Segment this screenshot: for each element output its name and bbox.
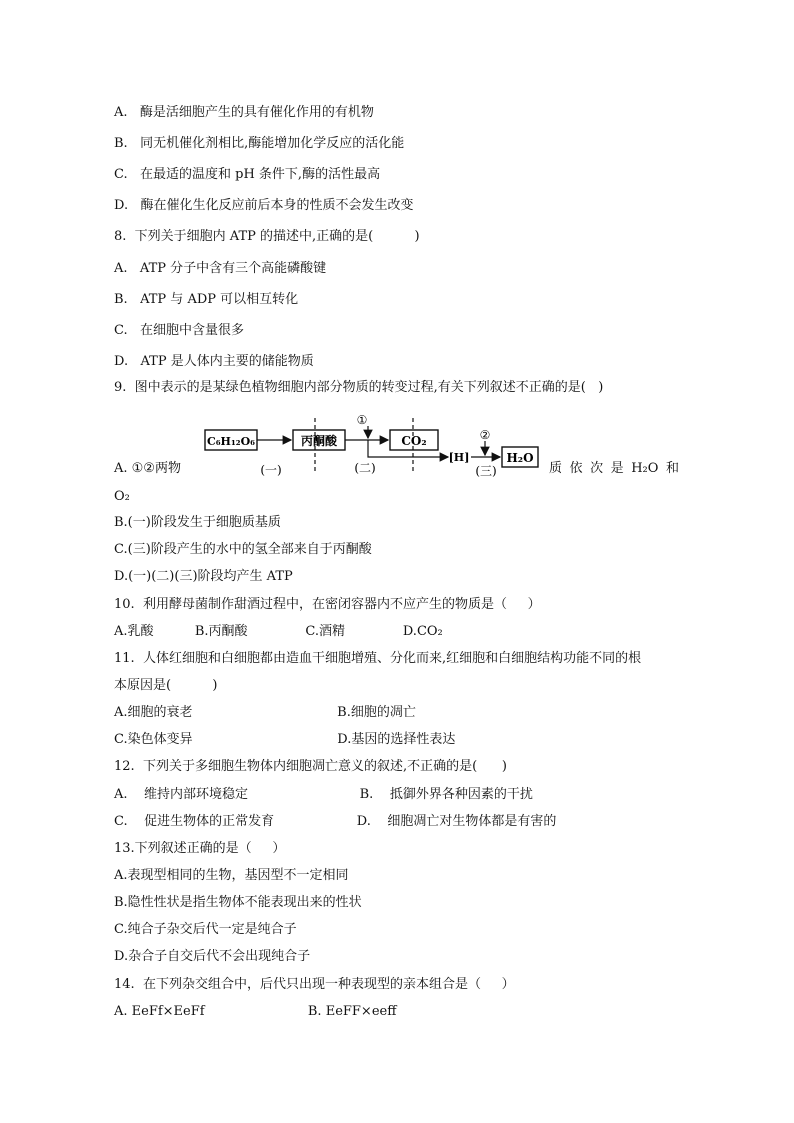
q9-stem: 9. 图中表示的是某绿色植物细胞内部分物质的转变过程,有关下列叙述不正确的是( ): [114, 380, 604, 395]
q14-options-ab: A. EeFf×EeFf B. EeFF×eeff: [114, 1004, 397, 1019]
q9-option-a-tail: [549, 460, 679, 478]
q13-option-a: A.表现型相同的生物，基因型不一定相同: [114, 868, 349, 883]
metabolism-diagram: [195, 412, 545, 484]
stage3-label: (三): [475, 464, 497, 478]
tail-char: 次: [590, 461, 604, 476]
stage1-label: (一): [260, 463, 282, 477]
tail-char: 依: [569, 461, 583, 476]
q10-stem: 10. 利用酵母菌制作甜酒过程中，在密闭容器内不应产生的物质是（ ）: [114, 597, 541, 612]
co2-label: CO₂: [401, 434, 427, 448]
q9-option-a-cont: O₂: [114, 489, 130, 504]
q9-option-d: D.(一)(二)(三)阶段均产生 ATP: [114, 569, 293, 584]
tail-char: 和: [665, 461, 679, 476]
q11-options-cd: C.染色体变异 D.基因的选择性表达: [114, 732, 456, 747]
q11-stem: 11. 人体红细胞和白细胞都由造血干细胞增殖、分化而来,红细胞和白细胞结构功能不同的根: [114, 651, 642, 666]
tail-char: 是: [610, 461, 624, 476]
q7-option-d: D. 酶在催化生化反应前后本身的性质不会发生改变: [114, 198, 414, 213]
mark1-label: ①: [356, 413, 368, 427]
q9-option-c: C.(三)阶段产生的水中的氢全部来自于丙酮酸: [114, 542, 372, 557]
q7-option-a: A. 酶是活细胞产生的具有催化作用的有机物: [114, 105, 374, 120]
water-label: H₂O: [506, 451, 534, 465]
q8-option-a: A. ATP 分子中含有三个高能磷酸键: [114, 261, 327, 276]
q8-option-c: C. 在细胞中含量很多: [114, 323, 245, 338]
q8-option-d: D. ATP 是人体内主要的储能物质: [114, 354, 314, 369]
q11-stem-cont: 本原因是( ): [114, 678, 218, 693]
q10-options: A.乳酸 B.丙酮酸 C.酒精 D.CO₂: [114, 624, 443, 639]
q13-option-b: B.隐性性状是指生物体不能表现出来的性状: [114, 895, 362, 910]
h-label: [H]: [448, 451, 470, 464]
q13-option-c: C.纯合子杂交后代一定是纯合子: [114, 922, 297, 937]
q7-option-b: B. 同无机催化剂相比,酶能增加化学反应的活化能: [114, 136, 405, 151]
mark2-label: ②: [479, 428, 491, 442]
q9-option-b: B.(一)阶段发生于细胞质基质: [114, 515, 281, 530]
q8-stem: 8. 下列关于细胞内 ATP 的描述中,正确的是( ): [114, 229, 420, 244]
stage2-label: (二): [354, 461, 376, 475]
q12-stem: 12. 下列关于多细胞生物体内细胞凋亡意义的叙述,不正确的是( ): [114, 759, 508, 774]
q12-options-cd: C. 促进生物体的正常发育 D. 细胞凋亡对生物体都是有害的: [114, 814, 557, 829]
pyruvate-label: 丙酮酸: [300, 434, 338, 448]
q7-option-c: C. 在最适的温度和 pH 条件下,酶的活性最高: [114, 167, 381, 182]
q8-option-b: B. ATP 与 ADP 可以相互转化: [114, 292, 299, 307]
tail-char: H₂O: [631, 461, 659, 476]
glucose-label: C₆H₁₂O₆: [206, 435, 256, 448]
q14-stem: 14. 在下列杂交组合中，后代只出现一种表现型的亲本组合是（ ）: [114, 977, 515, 992]
q9-option-a: A. ①②两物: [114, 461, 181, 476]
q11-options-ab: A.细胞的衰老 B.细胞的凋亡: [114, 705, 416, 720]
q12-options-ab: A. 维持内部环境稳定 B. 抵御外界各种因素的干扰: [114, 787, 533, 802]
q13-stem: 13.下列叙述正确的是（ ）: [114, 841, 286, 856]
tail-char: 质: [549, 461, 563, 476]
q13-option-d: D.杂合子自交后代不会出现纯合子: [114, 949, 311, 964]
